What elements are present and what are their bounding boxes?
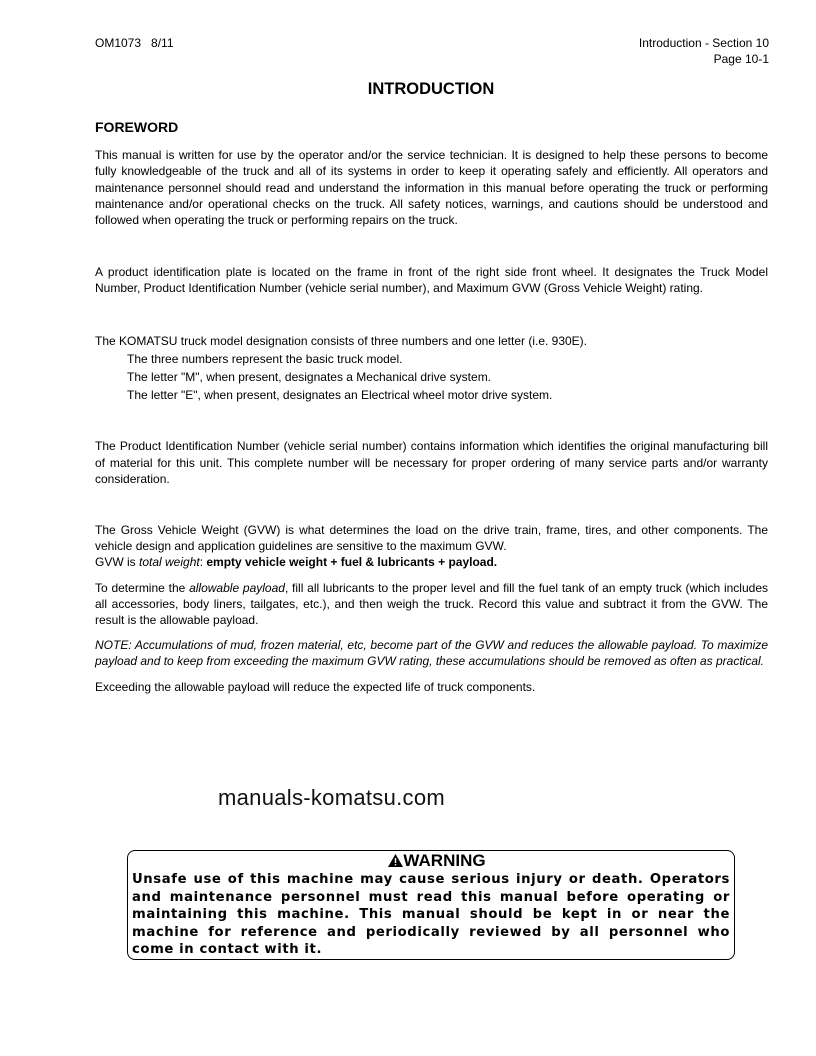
- paragraph: [95, 580, 768, 629]
- text: To determine the: [95, 580, 190, 595]
- text: :: [199, 555, 207, 570]
- gvw-formula: [95, 554, 768, 570]
- warning-triangle-icon: [388, 854, 403, 867]
- paragraph: The KOMATSU truck model designation consists of three numbers and one letter (i.e. 930E).: [95, 333, 588, 348]
- page-number: Page 10-1: [713, 52, 769, 66]
- list-item: The three numbers represent the basic truck model.: [127, 351, 403, 366]
- emphasis: total weight: [139, 555, 200, 570]
- warning-box: [127, 850, 735, 960]
- paragraph: A product identification plate is located on the frame in front of the right side front wheel. It designates the Truck Model Number, Product Identification Number (vehicle serial number), and Maximum GVW (Gross Vehicle Weight) rating.: [95, 265, 768, 296]
- section-heading: FOREWORD: [95, 119, 179, 135]
- paragraph: The Gross Vehicle Weight (GVW) is what determines the load on the drive train, frame, tires, and other components. The vehicle design and application guidelines are sensitive to the maximum GVW.: [95, 523, 768, 554]
- text: , fill all lubricants to the proper level and fill the fuel tank of an empty truck (which includes all accessories, body liners, tailgates, etc.), and then weigh the truck. Record this value and subtract it from the GVW. The result is the allowable payload.: [95, 580, 768, 628]
- warning-text: Unsafe use of this machine may cause serious injury or death. Operators and maintenance personnel must read this manual before operating or maintaining this machine. This manual should be kept in or near the machine for reference and periodically reviewed by all personnel who come in contact with it.: [132, 872, 730, 958]
- foreword-section: [95, 119, 768, 695]
- warning-title: [144, 851, 730, 871]
- list-item: The letter "E", when present, designates an Electrical wheel motor drive system.: [127, 388, 553, 403]
- designation-list: [95, 351, 768, 404]
- paragraph: This manual is written for use by the operator and/or the service technician. It is designed to help these persons to become fully knowledgeable of the truck and all of its systems in order to keep it operating safely and efficiently. All operators and maintenance personnel should read and understand the information in this manual before operating the truck or performing maintenance and/or operational checks on the truck. All safety notices, warnings, and cautions should be understood and followed when operating the truck or performing repairs on the truck.: [95, 148, 768, 228]
- text: GVW is: [95, 555, 139, 570]
- section-label: Introduction - Section 10: [638, 36, 769, 50]
- paragraph: The Product Identification Number (vehicle serial number) contains information which identifies the original manufacturing bill of material for this unit. This complete number will be necessary for proper ordering of many service parts and/or warranty consideration.: [95, 439, 768, 486]
- watermark: manuals-komatsu.com: [218, 785, 445, 810]
- warning-label: WARNING: [403, 851, 486, 870]
- running-header: [639, 35, 769, 67]
- emphasis: allowable payload: [189, 580, 285, 595]
- formula: empty vehicle weight + fuel & lubricants + payload.: [206, 555, 498, 570]
- doc-id: OM1073 8/11: [95, 36, 174, 50]
- list-item: The letter "M", when present, designates a Mechanical drive system.: [127, 370, 492, 385]
- paragraph: Exceeding the allowable payload will reduce the expected life of truck components.: [95, 679, 536, 694]
- page-title: INTRODUCTION: [367, 80, 495, 98]
- note: NOTE: Accumulations of mud, frozen material, etc, become part of the GVW and reduces the allowable payload. To maximize payload and to keep from exceeding the maximum GVW rating, these accumulations should be removed as often as practical.: [95, 638, 768, 669]
